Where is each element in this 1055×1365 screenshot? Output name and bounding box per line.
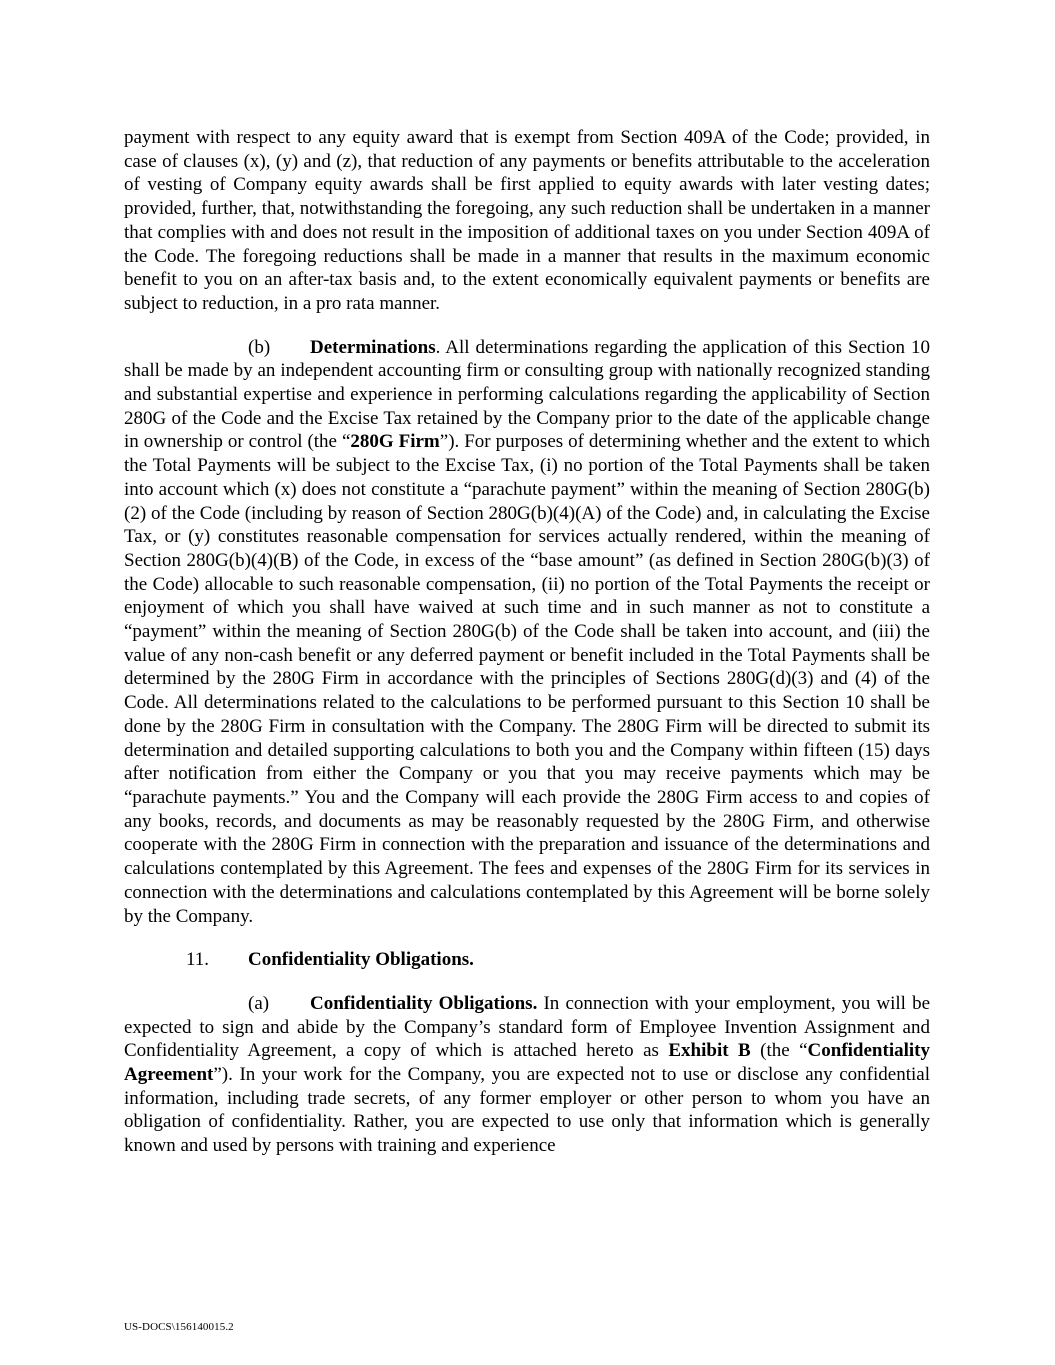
section-10b-defined-term: 280G Firm: [350, 431, 440, 453]
section-11a-text-part3: ”). In your work for the Company, you are expected not to use or disclose any confidential information, including trade secrets, of any former employer or other person to whom you have an obligation of confidentiality. Rather, you are expected to use only that information which is generally known and used by persons with training and experience: [124, 1064, 930, 1157]
paragraph-gap: [124, 316, 930, 336]
section-11-number: 11.: [186, 949, 210, 971]
section-10b-paragraph: [124, 336, 930, 929]
section-11-title: Confidentiality Obligations.: [248, 949, 474, 971]
section-11a-number: (a): [248, 992, 270, 1014]
section-11a-defined-term: Confidentiality Agreement: [124, 1040, 930, 1086]
section-10b-text-part1: . All determinations regarding the application of this Section 10 shall be made by an independent accounting firm or consulting group with nationally recognized standing and substantial expertise and experience in performing calculations regarding the applicability of Section 280G of the Code and the Excise Tax retained by the Company prior to the date of the applicable change in ownership or control (the “: [124, 336, 930, 453]
section-10b-text-part2: ”). For purposes of determining whether and the extent to which the Total Payments will be subject to the Excise Tax, (i) no portion of the Total Payments shall be taken into account which (x) does not constitute a “parachute payment” within the meaning of Section 280G(b)(2) of the Code (including by reason of Section 280G(b)(4)(A) of the Code) and, in calculating the Excise Tax, or (y) constitutes reasonable compensation for services actually rendered, within the meaning of Section 280G(b)(4)(B) of the Code, in excess of the “base amount” (as defined in Section 280G(b)(3) of the Code) allocable to such reasonable compensation, (ii) no portion of the Total Payments the receipt or enjoyment of which you shall have waived at such time and in such manner as not to constitute a “payment” within the meaning of Section 280G(b) of the Code shall be taken into account, and (iii) the value of any non-cash benefit or any deferred payment or benefit included in the Total Payments shall be determined by the 280G Firm in accordance with the principles of Sections 280G(d)(3) and (4) of the Code. All determinations related to the calculations to be performed pursuant to this Section 10 shall be done by the 280G Firm in consultation with the Company. The 280G Firm will be directed to submit its determination and detailed supporting calculations to both you and the Company within fifteen (15) days after notification from either the Company or you that you may receive payments which may be “parachute payments.” You and the Company will each provide the 280G Firm access to and copies of any books, records, and documents as may be reasonably requested by the 280G Firm, and otherwise cooperate with the 280G Firm in connection with the preparation and issuance of the determinations and calculations contemplated by this Agreement. The fees and expenses of the 280G Firm for its services in connection with the determinations and calculations contemplated by this Agreement will be borne solely by the Company.: [124, 431, 930, 927]
section-11-heading: [124, 948, 930, 972]
paragraph-gap: [124, 928, 930, 948]
paragraph-gap: [124, 972, 930, 992]
section-11a-exhibit: Exhibit B: [668, 1040, 751, 1062]
section-11a-title: Confidentiality Obligations.: [310, 992, 538, 1014]
paragraph-continuation: payment with respect to any equity award that is exempt from Section 409A of the Code; provided, in case of clauses (x), (y) and (z), that reduction of any payments or benefits attributable to the acceleration of vesting of Company equity awards shall be first applied to equity awards with later vesting dates; provided, further, that, notwithstanding the foregoing, any such reduction shall be undertaken in a manner that complies with and does not result in the imposition of additional taxes on you under Section 409A of the Code. The foregoing reductions shall be made in a manner that results in the maximum economic benefit to you on an after-tax basis and, to the extent economically equivalent payments or benefits are subject to reduction, in a pro rata manner.: [124, 127, 930, 314]
document-body: [124, 126, 930, 1158]
document-footer-id: US-DOCS\156140015.2: [124, 1321, 234, 1333]
section-11a-paragraph: [124, 992, 930, 1158]
section-10b-title: Determinations: [310, 336, 436, 358]
section-10b-number: (b): [248, 336, 271, 358]
section-11a-text-part1: In connection with your employment, you will be expected to sign and abide by the Company’s standard form of Employee Invention Assignment and Confidentiality Agreement, a copy of which is attached hereto as: [124, 992, 931, 1062]
section-11a-text-part2: (the “: [750, 1040, 808, 1062]
